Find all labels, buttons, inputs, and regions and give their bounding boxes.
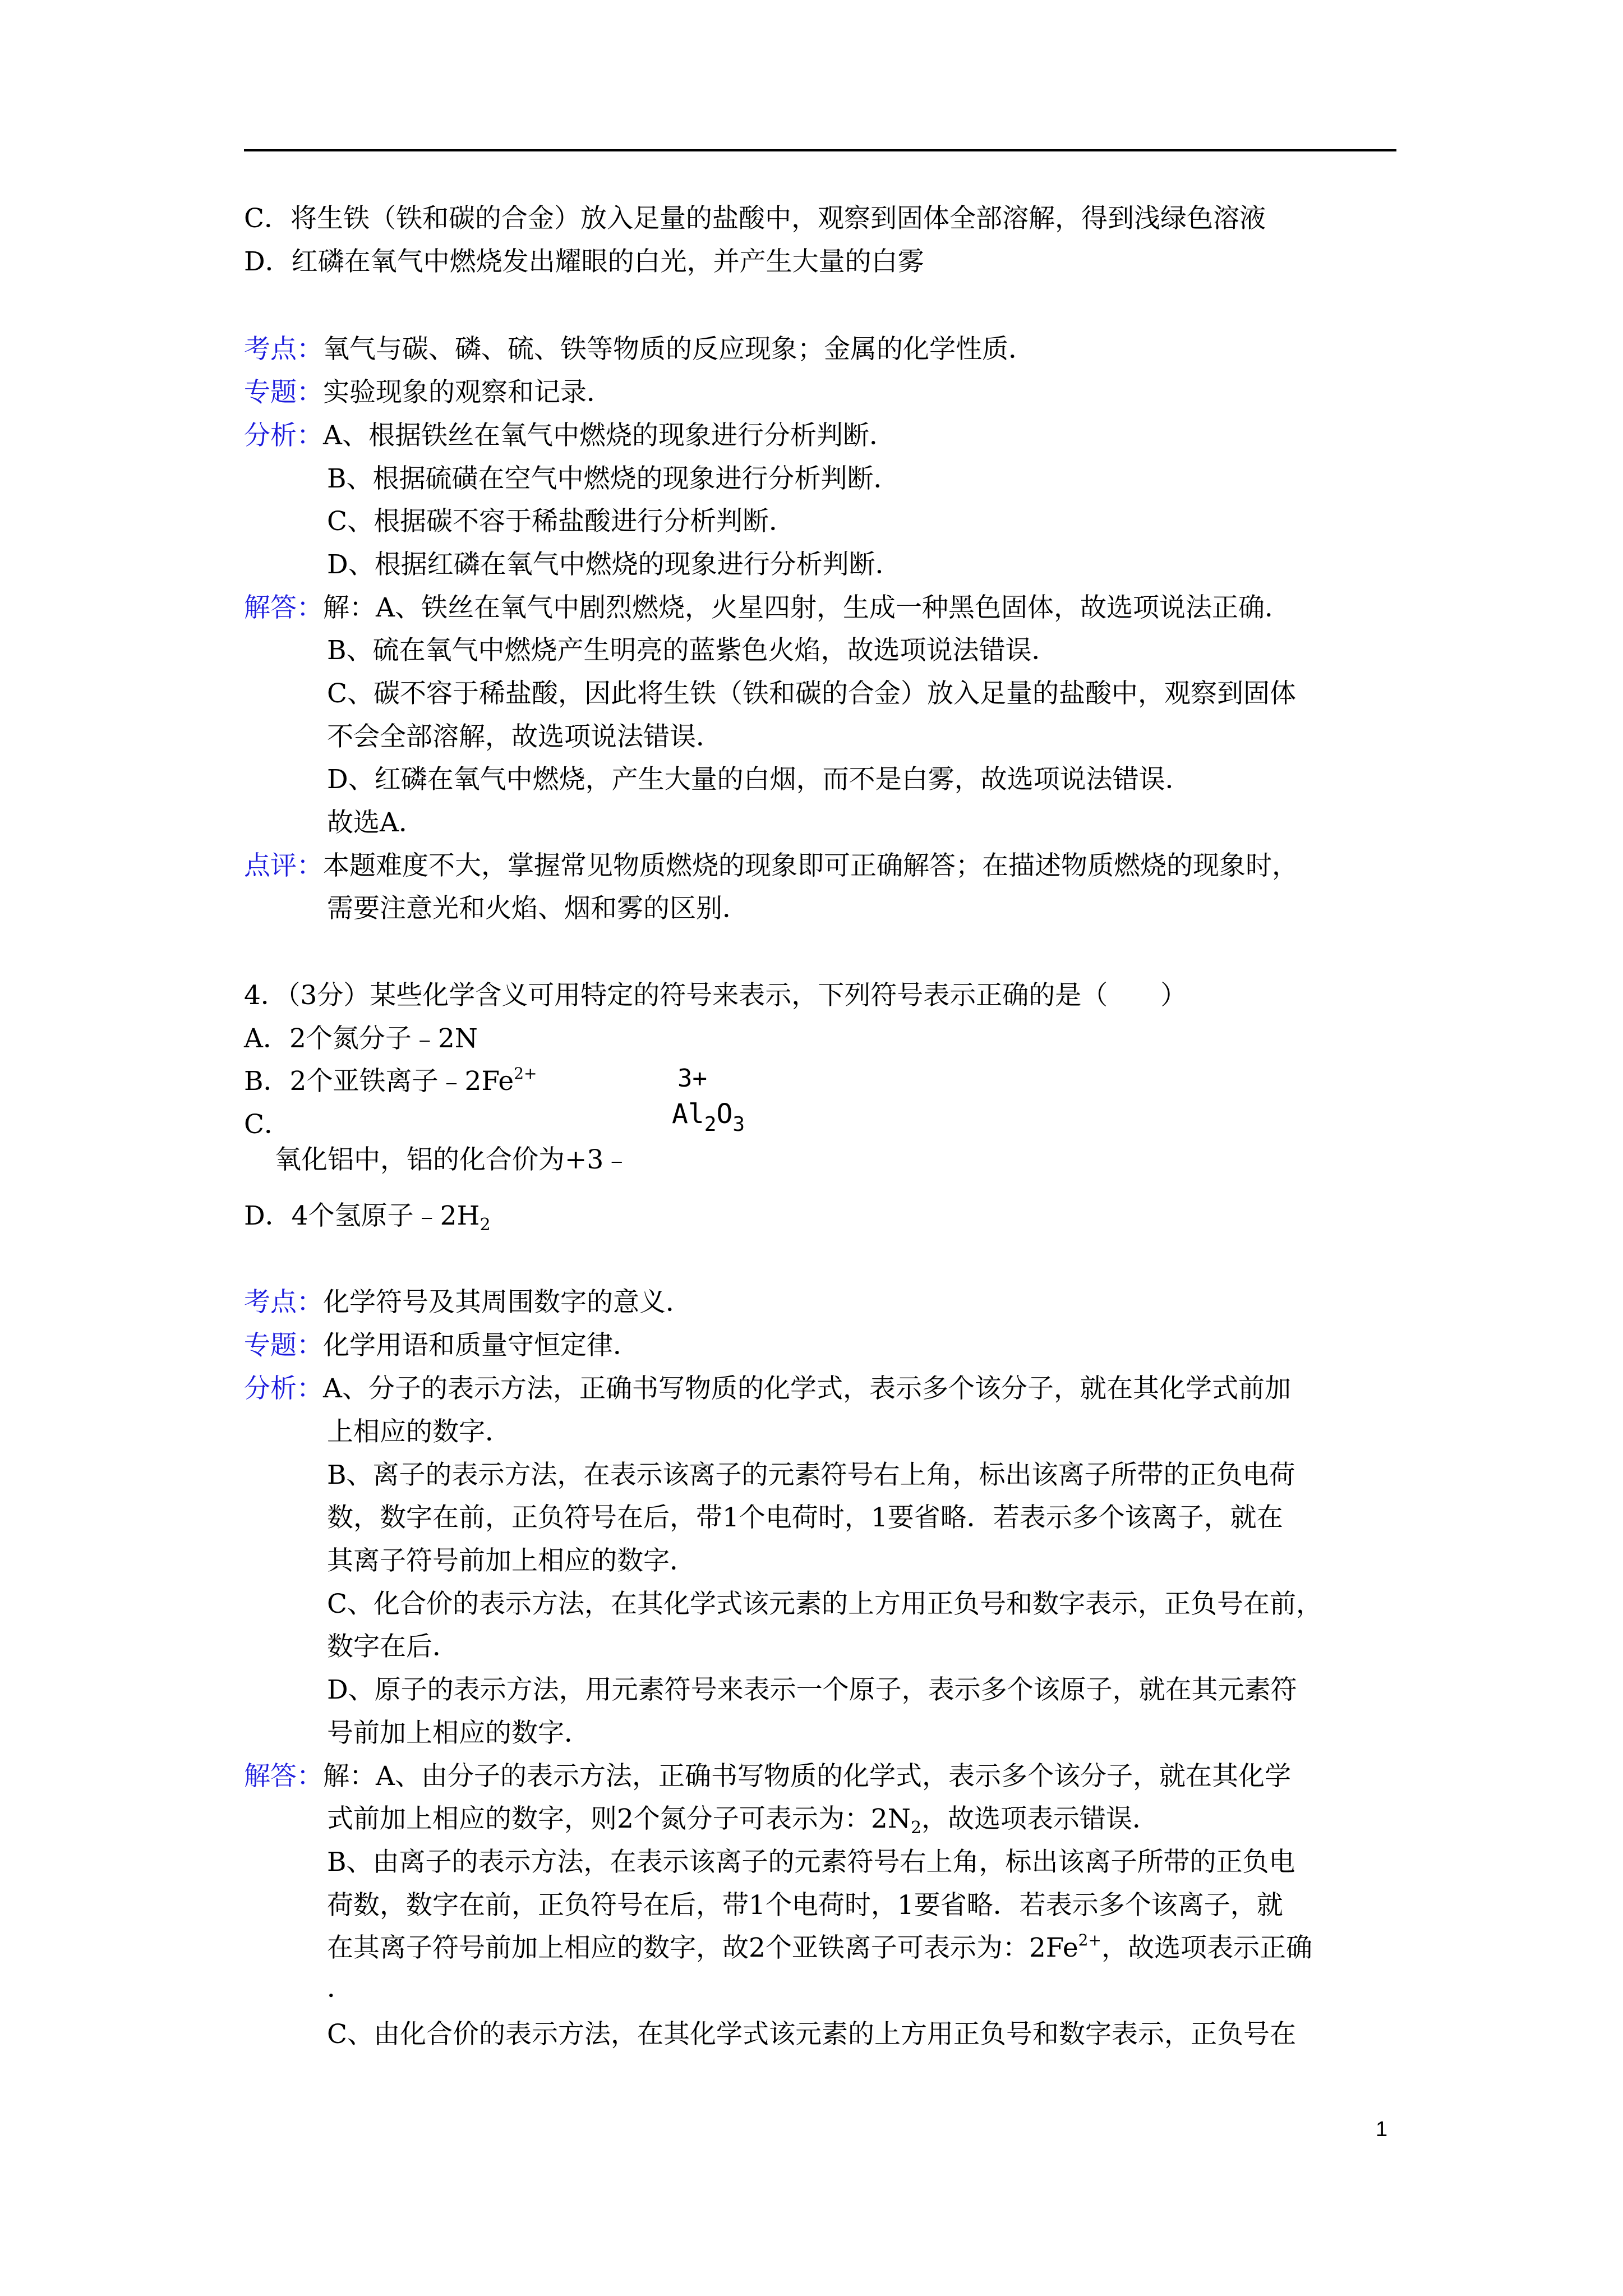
dianping-label: 点评： — [244, 850, 323, 881]
dianping-line: 需要注意光和火焰、烟和雾的区别． — [327, 893, 749, 924]
zhuanti-label: 专题： — [244, 377, 323, 408]
fenxi-line: B、根据硫磺在空气中燃烧的现象进行分析判断． — [327, 463, 900, 494]
kaodian-label: 考点： — [244, 1287, 323, 1318]
formula-o: O — [716, 1098, 733, 1130]
q3-jieda — [244, 591, 1291, 625]
fenxi-line: A、分子的表示方法，正确书写物质的化学式，表示多个该分子，就在其化学式前加 — [323, 1373, 1291, 1404]
jieda-superscript: 2+ — [1078, 1931, 1101, 1949]
q4-jieda — [244, 1760, 1291, 1793]
zhuanti-text: 化学用语和质量守恒定律． — [323, 1330, 639, 1361]
fenxi-line: 上相应的数字． — [327, 1416, 511, 1447]
jieda-line: B、由离子的表示方法，在表示该离子的元素符号右上角，标出该离子所带的正负电 — [327, 1847, 1295, 1878]
page-number: 1 — [1376, 2118, 1388, 2141]
jieda-text: 在其离子符号前加上相应的数字，故2个亚铁离子可表示为：2Fe — [327, 1932, 1078, 1963]
option-b-superscript: 2+ — [514, 1064, 537, 1083]
q4-option-c-text: 氧化铝中，铝的化合价为+3﹣ — [275, 1144, 630, 1175]
fenxi-line: D、原子的表示方法，用元素符号来表示一个原子，表示多个该原子，就在其元素符 — [327, 1674, 1297, 1705]
jieda-line: C、由化合价的表示方法，在其化学式该元素的上方用正负号和数字表示，正负号在 — [327, 2019, 1296, 2050]
dianping-line: 本题难度不大，掌握常见物质燃烧的现象即可正确解答；在描述物质燃烧的现象时， — [323, 850, 1298, 881]
jieda-line — [327, 1931, 1312, 1968]
jieda-line: B、硫在氧气中燃烧产生明亮的蓝紫色火焰，故选项说法错误． — [327, 635, 1058, 666]
header-rule — [244, 149, 1396, 151]
fenxi-line: 数字在后． — [327, 1631, 459, 1662]
q4-option-c-letter: C． — [244, 1109, 291, 1140]
q3-dianping — [244, 849, 1298, 883]
jieda-label: 解答： — [244, 1761, 323, 1792]
q4-fenxi — [244, 1372, 1291, 1406]
q4-option-d — [244, 1199, 491, 1236]
zhuanti-text: 实验现象的观察和记录． — [323, 377, 613, 408]
fenxi-line: B、离子的表示方法，在表示该离子的元素符号右上角，标出该离子所带的正负电荷 — [327, 1460, 1295, 1490]
jieda-subscript: 2 — [910, 1818, 922, 1838]
q4-option-b — [244, 1065, 537, 1102]
q3-kaodian — [244, 333, 1035, 366]
jieda-line: 荷数，数字在前，正负符号在后，带1个电荷时，1要省略．若表示多个该离子，就 — [327, 1890, 1283, 1921]
kaodian-text: 化学符号及其周围数字的意义． — [323, 1287, 692, 1318]
option-d-subscript: 2 — [479, 1215, 491, 1235]
q3-option-c: C．将生铁（铁和碳的合金）放入足量的盐酸中，观察到固体全部溶解，得到浅绿色溶液 — [244, 203, 1266, 234]
jieda-line: C、碳不容于稀盐酸，因此将生铁（铁和碳的合金）放入足量的盐酸中，观察到固体 — [327, 678, 1296, 709]
jieda-text: ，故选项表示正确 — [1101, 1932, 1312, 1963]
formula-sub-2: 2 — [704, 1113, 717, 1136]
fenxi-line: D、根据红磷在氧气中燃烧的现象进行分析判断． — [327, 549, 902, 580]
fenxi-line: C、根据碳不容于稀盐酸进行分析判断． — [327, 506, 795, 537]
fenxi-line: A、根据铁丝在氧气中燃烧的现象进行分析判断． — [323, 420, 896, 451]
zhuanti-label: 专题： — [244, 1330, 323, 1361]
q4-option-a: A．2个氮分子﹣2N — [244, 1023, 478, 1054]
q3-fenxi — [244, 419, 896, 453]
jieda-line: ． — [327, 1973, 353, 2004]
jieda-line: 不会全部溶解，故选项说法错误． — [327, 721, 722, 752]
formula-al: Al — [672, 1098, 704, 1130]
option-d-text: D．4个氢原子﹣2H — [244, 1200, 480, 1231]
fenxi-line: C、化合价的表示方法，在其化学式该元素的上方用正负号和数字表示，正负号在前， — [327, 1589, 1322, 1619]
kaodian-text: 氧气与碳、磷、硫、铁等物质的反应现象；金属的化学性质． — [323, 334, 1035, 365]
fenxi-line: 其离子符号前加上相应的数字． — [327, 1545, 696, 1576]
fenxi-line: 数，数字在前，正负符号在后，带1个电荷时，1要省略．若表示多个该离子，就在 — [327, 1502, 1283, 1533]
jieda-line — [327, 1802, 1159, 1839]
formula-sub-3: 3 — [732, 1113, 745, 1136]
q4-zhuanti — [244, 1329, 639, 1363]
fenxi-line: 号前加上相应的数字． — [327, 1718, 591, 1749]
kaodian-label: 考点： — [244, 334, 323, 365]
q4-kaodian — [244, 1286, 692, 1319]
jieda-line: 解：A、由分子的表示方法，正确书写物质的化学式，表示多个该分子，就在其化学 — [323, 1761, 1291, 1792]
formula-base — [672, 1097, 745, 1134]
jieda-label: 解答： — [244, 592, 323, 623]
jieda-text: ，故选项表示错误． — [921, 1803, 1159, 1834]
q4-stem: 4．（3分）某些化学含义可用特定的符号来表示，下列符号表示正确的是（ ） — [244, 980, 1187, 1011]
jieda-line: 解：A、铁丝在氧气中剧烈燃烧，火星四射，生成一种黑色固体，故选项说法正确． — [323, 592, 1291, 623]
jieda-line: D、红磷在氧气中燃烧，产生大量的白烟，而不是白雾，故选项说法错误． — [327, 764, 1192, 795]
q3-option-d: D．红磷在氧气中燃烧发出耀眼的白光，并产生大量的白雾 — [244, 246, 924, 277]
option-b-text: B．2个亚铁离子﹣2Fe — [244, 1066, 514, 1097]
fenxi-label: 分析： — [244, 420, 323, 451]
formula-charge: 3+ — [677, 1064, 707, 1093]
q3-zhuanti — [244, 376, 613, 409]
jieda-line: 故选A． — [327, 807, 425, 838]
aluminum-oxide-valence-formula — [672, 1065, 773, 1149]
fenxi-label: 分析： — [244, 1373, 323, 1404]
jieda-text: 式前加上相应的数字，则2个氮分子可表示为：2N — [327, 1803, 911, 1834]
